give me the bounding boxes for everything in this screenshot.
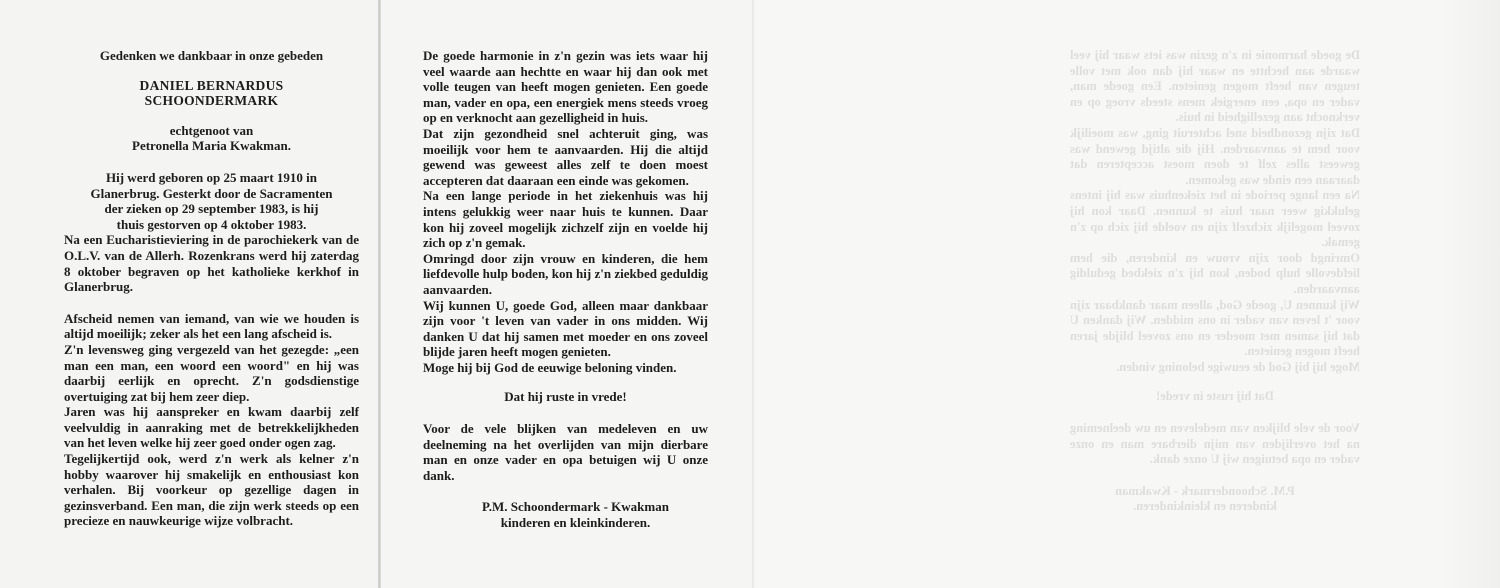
life-paragraph: Z'n levensweg ging vergezeld van het gezegde: „een man een man, een woord een woord" en hij was daarbij eerlijk en oprecht. Z'n godsdienstige overtuiging zat bij hem zeer diep. bbox=[64, 341, 359, 404]
funeral-paragraph: Na een Eucharistieviering in de parochiekerk van de O.L.V. van de Allerh. Rozenkrans werd hij zaterdag 8 oktober begraven op het katholieke kerkhof in Glanerbrug. bbox=[64, 232, 359, 295]
signature-line2: kinderen en kleinkinderen. bbox=[500, 515, 651, 531]
hobby-paragraph: Tegelijkertijd ook, werd z'n werk als kelner z'n hobby waarover hij smakelijk en enthousiast kon verhalen. Bij voorkeur op gezellige dagen in gezinsverband. Een man, die zijn werk steeds op een precieze en nauwkeurige wijze volbracht. bbox=[64, 451, 359, 529]
birth-line: Hij werd geboren op 25 maart 1910 in bbox=[106, 169, 317, 185]
ghost-paragraph: Omringd door zijn vrouw en kinderen, die hem liefdevolle hulp boden, kon hij z'n ziekbed geduldig aanvaarden. bbox=[1070, 250, 1360, 296]
left-column bbox=[64, 48, 359, 529]
gratitude-paragraph: Voor de vele blijken van medeleven en uw deelneming na het overlijden van mijn dierbare man en onze vader en opa betuigen wij U onze dank. bbox=[423, 421, 708, 483]
deceased-name-line1: DANIEL BERNARDUS bbox=[139, 77, 284, 93]
intro-line: Gedenken we dankbaar in onze gebeden bbox=[99, 48, 324, 63]
farewell-paragraph: Afscheid nemen van iemand, van wie we houden is altijd moeilijk; zeker als het een lang afscheid is. bbox=[64, 310, 359, 342]
page-shadow bbox=[1440, 0, 1500, 588]
birth-line: Glanerbrug. Gesterkt door de Sacramenten bbox=[90, 185, 333, 201]
ghost-line: kinderen en kleinkinderen. bbox=[1133, 499, 1277, 514]
harmony-paragraph: De goede harmonie in z'n gezin was iets waar hij veel waarde aan hechtte en waar hij dan ook met volle teugen van heeft mogen genieten. Een goede man, vader en opa, een energiek mens steeds vroeg op en verknocht aan gezelligheid in huis. bbox=[423, 48, 708, 126]
ghost-paragraph: Voor de vele blijken van medeleven en uw deelneming na het overlijden van mijn dierbare man en onze vader en opa betuigen wij U onze dank. bbox=[1070, 421, 1360, 467]
birth-line: thuis gestorven op 4 oktober 1983. bbox=[116, 216, 307, 232]
signature-line1: P.M. Schoondermark - Kwakman bbox=[482, 499, 669, 515]
ghost-paragraph: Wij kunnen U, goede God, alleen maar dankbaar zijn voor 't leven van vader in ons midden. Wij danken U dat hij samen met moeder en ons zoveel blijde jaren heeft mogen genieten. bbox=[1070, 297, 1360, 359]
spouse-label: echtgenoot van bbox=[169, 122, 254, 138]
health-paragraph: Dat zijn gezondheid snel achteruit ging, was moeilijk voor hem te aanvaarden. Hij die altijd gewend was geweest alles zelf te doen moest accepteren dat daaraan een einde was gekomen. bbox=[423, 125, 708, 188]
family-paragraph: Omringd door zijn vrouw en kinderen, die hem liefdevolle hulp boden, kon hij z'n ziekbed geduldig aanvaarden. bbox=[423, 250, 708, 297]
right-column bbox=[423, 48, 708, 531]
card-fold-line bbox=[378, 0, 381, 588]
ghost-line: P.M. Schoondermark - Kwakman bbox=[1115, 483, 1295, 498]
thanks-paragraph: Wij kunnen U, goede God, alleen maar dankbaar zijn voor 't leven van vader in ons midden. Wij danken U dat hij samen met moeder en ons zoveel blijde jaren heeft mogen genieten. bbox=[423, 297, 708, 360]
rest-in-peace-line: Dat hij ruste in vrede! bbox=[504, 389, 627, 405]
reward-paragraph: Moge hij bij God de eeuwige beloning vinden. bbox=[423, 359, 677, 375]
card-edge-line bbox=[752, 0, 754, 588]
show-through-text-left bbox=[1070, 48, 1360, 515]
ghost-paragraph: Moge hij bij God de eeuwige beloning vinden. bbox=[1116, 359, 1360, 374]
ghost-paragraph: Dat zijn gezondheid snel achteruit ging, was moeilijk voor hem te aanvaarden. Hij die altijd gewend was geweest alles zelf te doen moest accepteren dat daaraan een einde was gekomen. bbox=[1070, 125, 1360, 187]
deceased-name-line2: SCHOONDERMARK bbox=[144, 93, 279, 109]
ghost-paragraph: Na een lange periode in het ziekenhuis was hij intens gelukkig weer naar huis te kunnen. Daar kon hij zoveel mogelijk zichzelf zijn en voelde hij zich op z'n gemak. bbox=[1070, 188, 1360, 250]
spouse-name: Petronella Maria Kwakman. bbox=[132, 138, 291, 154]
birth-line: der zieken op 29 september 1983, is hij bbox=[104, 201, 319, 217]
ghost-line: Dat hij ruste in vrede! bbox=[1156, 389, 1274, 404]
work-paragraph: Jaren was hij aanspreker en kwam daarbij zelf veelvuldig in aanraking met de betrekkelijkheden van het leven welke hij zeer goed onder ogen zag. bbox=[64, 404, 359, 451]
hospital-paragraph: Na een lange periode in het ziekenhuis was hij intens gelukkig weer naar huis te kunnen. Daar kon hij zoveel mogelijk zichzelf zijn en voelde hij zich op z'n gemak. bbox=[423, 188, 708, 251]
ghost-paragraph: De goede harmonie in z'n gezin was iets waar hij veel waarde aan hechtte en waar hij dan ook met volle teugen van heeft mogen genieten. Een goede man, vader en opa, een energiek mens steeds vroeg op en verknocht aan gezelligheid in huis. bbox=[1070, 48, 1360, 125]
